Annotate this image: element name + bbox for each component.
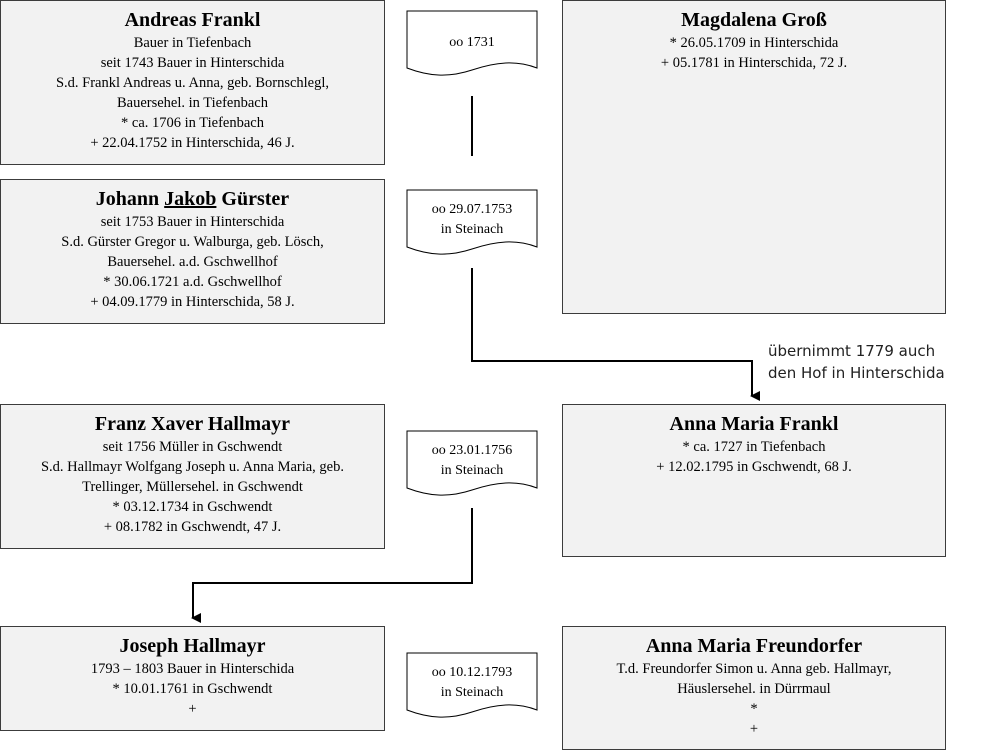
person-detail: * ca. 1706 in Tiefenbach bbox=[121, 115, 264, 131]
marriage-scroll-1731 bbox=[406, 10, 538, 80]
person-box-anna-maria-freundorfer bbox=[562, 626, 946, 750]
marriage-scroll-1756 bbox=[406, 430, 538, 500]
person-box-magdalena-gross bbox=[562, 0, 946, 314]
marriage-text: oo 10.12.1793 bbox=[431, 665, 513, 680]
marriage-text: oo 29.07.1753 bbox=[431, 202, 513, 217]
person-detail: S.d. Frankl Andreas u. Anna, geb. Bornschlegl, bbox=[55, 75, 330, 91]
name-part: Johann bbox=[95, 188, 165, 210]
person-box-johann-jakob-guerster bbox=[0, 179, 385, 324]
person-box-andreas-frankl bbox=[0, 0, 385, 165]
person-detail: seit 1753 Bauer in Hinterschida bbox=[100, 214, 285, 230]
person-detail: + 08.1782 in Gschwendt, 47 J. bbox=[103, 519, 282, 535]
annotation-line: den Hof in Hinterschida bbox=[768, 364, 945, 382]
person-detail: seit 1756 Müller in Gschwendt bbox=[102, 439, 283, 455]
person-detail: + bbox=[749, 721, 759, 737]
person-name bbox=[1, 186, 384, 212]
name-part: Gürster bbox=[216, 188, 290, 210]
person-detail: S.d. Hallmayr Wolfgang Joseph u. Anna Maria, geb. bbox=[40, 459, 344, 475]
person-name: Joseph Hallmayr bbox=[119, 635, 266, 657]
person-name: Andreas Frankl bbox=[124, 9, 261, 31]
person-detail: T.d. Freundorfer Simon u. Anna geb. Hallmayr, bbox=[616, 661, 892, 677]
person-detail: S.d. Gürster Gregor u. Walburga, geb. Lösch, bbox=[61, 234, 324, 250]
person-detail: * 30.06.1721 a.d. Gschwellhof bbox=[103, 274, 282, 290]
person-detail: Bauer in Tiefenbach bbox=[133, 35, 252, 51]
person-detail: 1793 – 1803 Bauer in Hinterschida bbox=[90, 661, 295, 677]
person-box-joseph-hallmayr bbox=[0, 626, 385, 731]
marriage-text: oo 1731 bbox=[449, 35, 495, 50]
person-box-franz-xaver-hallmayr bbox=[0, 404, 385, 549]
person-detail: * 03.12.1734 in Gschwendt bbox=[112, 499, 273, 515]
person-detail: * 26.05.1709 in Hinterschida bbox=[669, 35, 839, 51]
person-detail: * 10.01.1761 in Gschwendt bbox=[112, 681, 273, 697]
marriage-place: in Steinach bbox=[440, 685, 504, 700]
person-detail: + bbox=[188, 701, 197, 717]
person-box-anna-maria-frankl bbox=[562, 404, 946, 557]
person-detail: Bauersehel. in Tiefenbach bbox=[116, 95, 268, 111]
person-detail: + 05.1781 in Hinterschida, 72 J. bbox=[660, 55, 848, 71]
person-detail: + 04.09.1779 in Hinterschida, 58 J. bbox=[90, 294, 295, 310]
marriage-scroll-1753 bbox=[406, 189, 538, 259]
person-name: Anna Maria Frankl bbox=[669, 413, 839, 435]
person-detail: * ca. 1727 in Tiefenbach bbox=[682, 439, 826, 455]
person-detail: * bbox=[750, 701, 758, 717]
annotation-note bbox=[768, 340, 945, 384]
person-name: Anna Maria Freundorfer bbox=[645, 635, 863, 657]
person-detail: Häuslersehel. in Dürrmaul bbox=[677, 681, 831, 697]
person-detail: + 12.02.1795 in Gschwendt, 68 J. bbox=[656, 459, 852, 475]
annotation-line: übernimmt 1779 auch bbox=[768, 342, 936, 360]
marriage-text: oo 23.01.1756 bbox=[431, 443, 513, 458]
person-detail: Bauersehel. a.d. Gschwellhof bbox=[107, 254, 278, 270]
marriage-scroll-1793 bbox=[406, 652, 538, 722]
name-part-underlined: Jakob bbox=[164, 188, 217, 210]
marriage-place: in Steinach bbox=[440, 463, 504, 478]
marriage-place: in Steinach bbox=[440, 222, 504, 237]
person-detail: Trellinger, Müllersehel. in Gschwendt bbox=[82, 479, 303, 495]
person-detail: seit 1743 Bauer in Hinterschida bbox=[100, 55, 285, 71]
person-name: Franz Xaver Hallmayr bbox=[94, 413, 291, 435]
person-detail: + 22.04.1752 in Hinterschida, 46 J. bbox=[90, 135, 295, 151]
person-name: Magdalena Groß bbox=[681, 9, 827, 31]
